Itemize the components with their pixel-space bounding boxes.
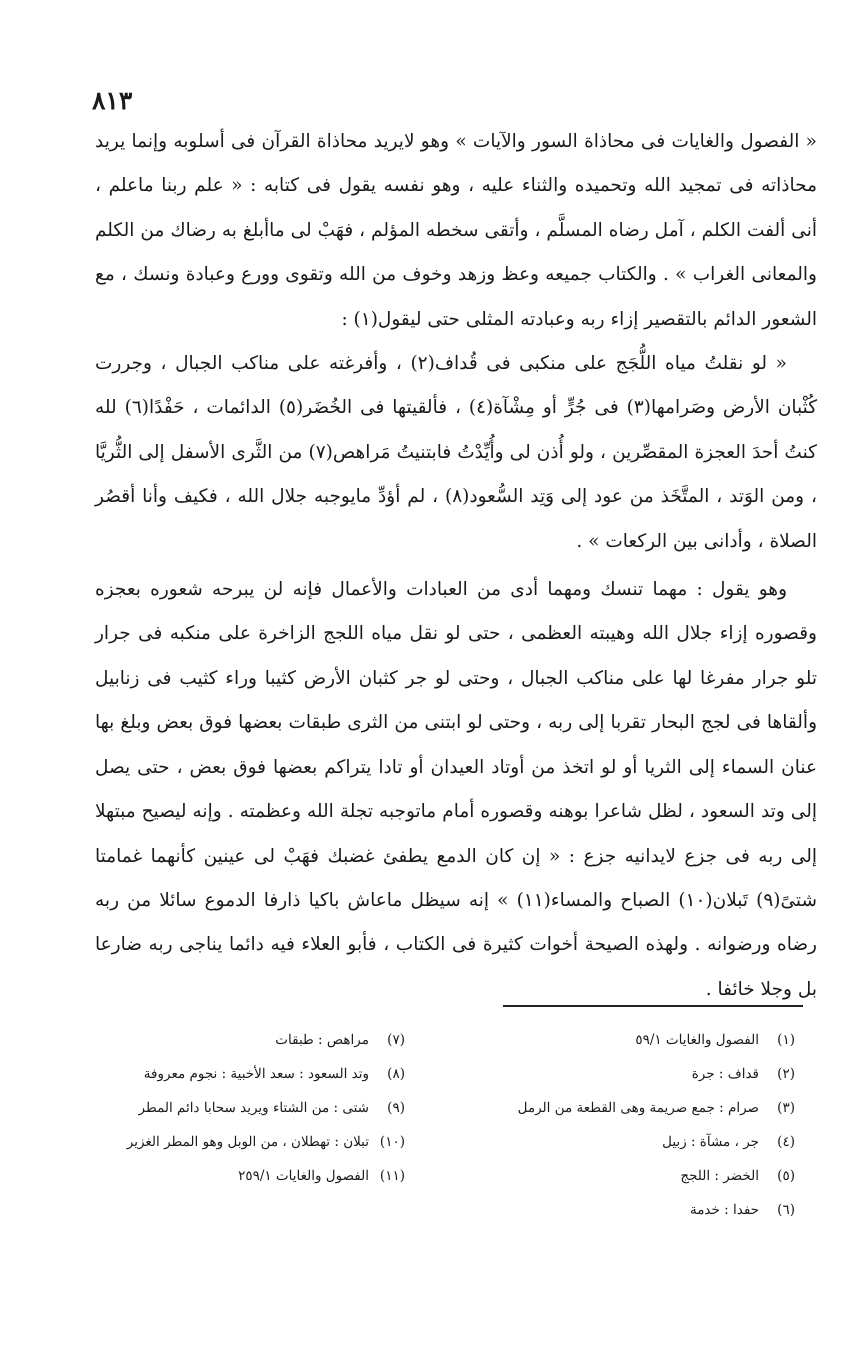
paragraph-3: وهو يقول : مهما تنسك ومهما أدى من العبادات والأعمال فإنه لن يبرحه شعوره بعجزه وقصوره إزاء جلال الله وهيبته العظمى ، حتى لو نقل مياه اللجج الزاخرة على منكبه فى جرار تلو جرار مفرغا لها على مناكب الجبال ، وحتى لو جر كثبان الأرض كثيبا وراء كثيب فى زنابيل وألقاها فى لجج البحار تقربا إلى ربه ، وحتى لو ابتنى من الثرى طبقات بعضها فوق بعض وبلغ بها عنان السماء إلى الثريا أو لو اتخذ من أوتاد العيدان أو تادا يتراكم بعضها فوق بعض ، حتى يصل إلى وتد السعود ، لظل شاعرا بوهنه وقصوره أمام ماتوجبه تجلة الله وعظمته . وإنه ليصيح مبتهلا إلى ربه فى جزع لايدانيه جزع : « إن كان الدمع يطفئ غضبك فهَبْ لى عينين كأنهما غمامتا شتىً(٩) تَبلان(١٠) الصباح والمساء(١١) » إنه سيظل ماعاش باكيا ذارفا الدموع سائلا من ربه رضاه ورضوانه . ولهذه الصيحة أخوات كثيرة فى الكتاب ، فأبو العلاء فيه دائما يناجى ربه ضارعا بل وجلا خائفا . xyxy=(95,579,817,1000)
footnote-text: مراهص : طبقات xyxy=(275,1032,369,1048)
body-text xyxy=(95,120,817,1012)
footnote-number: (٥) xyxy=(777,1168,795,1184)
footnotes-column-right xyxy=(460,1023,795,1227)
footnote-text: الخضر : اللجج xyxy=(680,1168,759,1184)
footnote-number: (٢) xyxy=(777,1066,795,1082)
page-number: ٨١٣ xyxy=(92,86,133,115)
footnote-text: تبلان : تهطلان ، من الوبل وهو المطر الغزير xyxy=(126,1134,369,1150)
footnote-number: (٣) xyxy=(777,1100,795,1116)
footnote-item xyxy=(460,1159,795,1193)
footnote-item xyxy=(70,1125,405,1159)
footnote-item xyxy=(70,1057,405,1091)
footnote-text: صرام : جمع صريمة وهى القطعة من الرمل xyxy=(517,1100,759,1116)
footnote-item xyxy=(460,1125,795,1159)
footnote-number: (٧) xyxy=(387,1032,405,1048)
footnote-text: شتى : من الشتاء ويريد سحابا دائم المطر xyxy=(138,1100,369,1116)
footnote-divider xyxy=(503,1005,803,1007)
footnote-item xyxy=(460,1091,795,1125)
paragraph-1: « الفصول والغايات فى محاذاة السور والآيات » وهو لايريد محاذاة القرآن فى أسلوبه وإنما يريد محاذاته فى تمجيد الله وتحميده والثناء عليه ، وهو نفسه يقول فى كتابه : « علم ربنا ماعلم ، أنى ألفت الكلم ، آمل رضاه المسلَّم ، وأتقى سخطه المؤلم ، فهَبْ لى ماأبلغ به رضاك من الكلم والمعانى الغراب » . والكتاب جميعه وعظ وزهد وخوف من الله وتقوى وورع وعبادة ونسك ، مع الشعور الدائم بالتقصير إزاء ربه وعبادته المثلى حتى ليقول(١) : xyxy=(95,131,818,330)
footnote-text: جر ، مشآة : زبيل xyxy=(662,1134,759,1150)
footnote-number: (٩) xyxy=(387,1100,405,1116)
footnote-item xyxy=(70,1023,405,1057)
footnote-text: الفصول والغايات ٥٩/١ xyxy=(635,1032,759,1048)
footnote-text: قداف : جرة xyxy=(691,1066,759,1082)
footnote-item xyxy=(70,1159,405,1193)
footnote-text: الفصول والغايات ٢٥٩/١ xyxy=(238,1168,369,1184)
footnote-number: (١) xyxy=(777,1032,795,1048)
footnote-number: (٨) xyxy=(387,1066,405,1082)
footnote-item xyxy=(460,1193,795,1227)
footnote-number: (٦) xyxy=(777,1202,795,1218)
footnote-item xyxy=(70,1091,405,1125)
footnote-item xyxy=(460,1057,795,1091)
footnote-number: (١١) xyxy=(379,1168,405,1184)
footnote-text: حفدا : خدمة xyxy=(689,1202,759,1218)
footnote-text: وتد السعود : سعد الأخبية : نجوم معروفة xyxy=(143,1066,369,1082)
paragraph-2-quote: « لو نقلتُ مياه اللُّجَج على منكبى فى قُداف(٢) ، وأفرغته على مناكب الجبال ، وجررت كُثْبان الأرض وصَرامها(٣) فى جُرٍّ أو مِشْآة(٤) ، فألقيتها فى الخُضَر(٥) الدائمات ، حَفْدًا(٦) لله كنتُ أحدَ العجزة المقصِّرين ، ولو أُذن لى وأُيِّدْتُ فابتنيتُ مَراهص(٧) من الثَّرى الأسفل إلى الثُّريَّا ، ومن الوَتد ، المتَّخَذ من عود إلى وَتِد السُّعود(٨) ، لم أؤدِّ مايوجبه جلال الله ، فكيف وأنا أقصُر الصلاة ، وأدانى بين الركعات » . xyxy=(95,353,818,552)
footnote-number: (١٠) xyxy=(379,1134,405,1150)
footnotes-column-left xyxy=(70,1023,405,1193)
footnote-number: (٤) xyxy=(777,1134,795,1150)
footnote-item xyxy=(460,1023,795,1057)
